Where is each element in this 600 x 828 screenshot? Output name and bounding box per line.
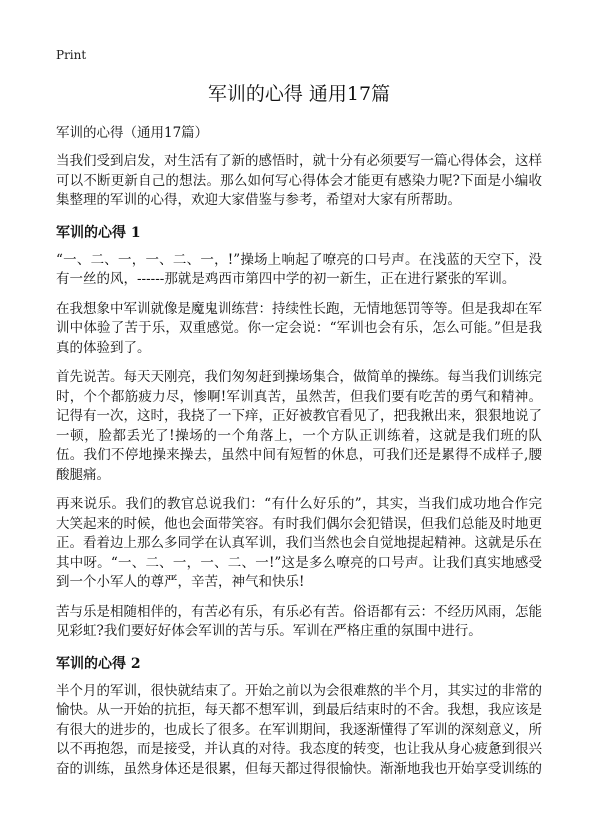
section-heading: 军训的心得 1 <box>56 224 141 241</box>
document-title: 军训的心得 通用17篇 <box>207 83 391 105</box>
document-subtitle: 军训的心得（通用17篇） <box>56 125 209 141</box>
print-label[interactable]: Print <box>56 48 87 62</box>
section-heading: 军训的心得 2 <box>56 655 141 672</box>
section-paragraph: 再来说乐。我们的教官总说我们：“有什么好乐的”，其实，当我们成功地合作完大笑起来的时候，他也会面带笑容。有时我们偶尔会犯错误，但我们总能及时地更正。看着边上那么多同学在认真军训，我们当然也会自觉地提起精神。这就是乐在其中呀。“一、二、一，一、二、一!”这是多么嘹亮的口号声。让我们真实地感受到一个小军人的尊严，辛苦，神气和快乐! <box>56 496 542 590</box>
intro-paragraph: 当我们受到启发，对生活有了新的感悟时，就十分有必须要写一篇心得体会，这样可以不断更新自己的想法。那么如何写心得体会才能更有感染力呢?下面是小编收集整理的军训的心得，欢迎大家借鉴与参考，希望对大家有所帮助。 <box>56 153 542 208</box>
section-paragraph: 苦与乐是相随相伴的，有苦必有乐，有乐必有苦。俗语都有云：不经历风雨，怎能见彩虹?我们要好好体会军训的苦与乐。军训在严格庄重的氛围中进行。 <box>56 603 542 639</box>
section-paragraph: 半个月的军训，很快就结束了。开始之前以为会很难熬的半个月，其实过的非常的愉快。从一开始的抗拒，每天都不想军训，到最后结束时的不舍。我想，我应该是有很大的进步的，也成长了很多。在军训期间，我逐渐懂得了军训的深刻意义，所以不再抱怨，而是接受，并认真的对待。我态度的转变，也让我从身心疲惫到很兴奋的训练，虽然身体还是很累，但每天都过得很愉快。渐渐地我也开始享受训练的 <box>56 682 542 777</box>
section-paragraph: 在我想象中军训就像是魔鬼训练营：持续性长跑，无情地惩罚等等。但是我却在军训中体验了苦于乐，双重感觉。你一定会说：“军训也会有乐，怎么可能。”但是我真的体验到了。 <box>56 300 542 356</box>
section-paragraph: “一、二、一，一、二、一，!”操场上响起了嘹亮的口号声。在浅蓝的天空下，没有一丝的风，------那就是鸡西市第四中学的初一新生，正在进行紧张的军训。 <box>56 251 542 287</box>
section-paragraph: 首先说苦。每天天刚亮，我们匆匆赶到操场集合，做简单的操练。每当我们训练完时，个个都筋疲力尽，惨啊!军训真苦，虽然苦，但我们要有吃苦的勇气和精神。记得有一次，这时，我挠了一下痒，正好被教官看见了，把我揪出来，狠狠地说了一顿，脸都丢光了!操场的一个角落上，一个方队正训练着，这就是我们班的队伍。我们不停地操来操去，虽然中间有短暂的休息，可我们还是累得不成样子,腰酸腿痛。 <box>56 369 542 483</box>
